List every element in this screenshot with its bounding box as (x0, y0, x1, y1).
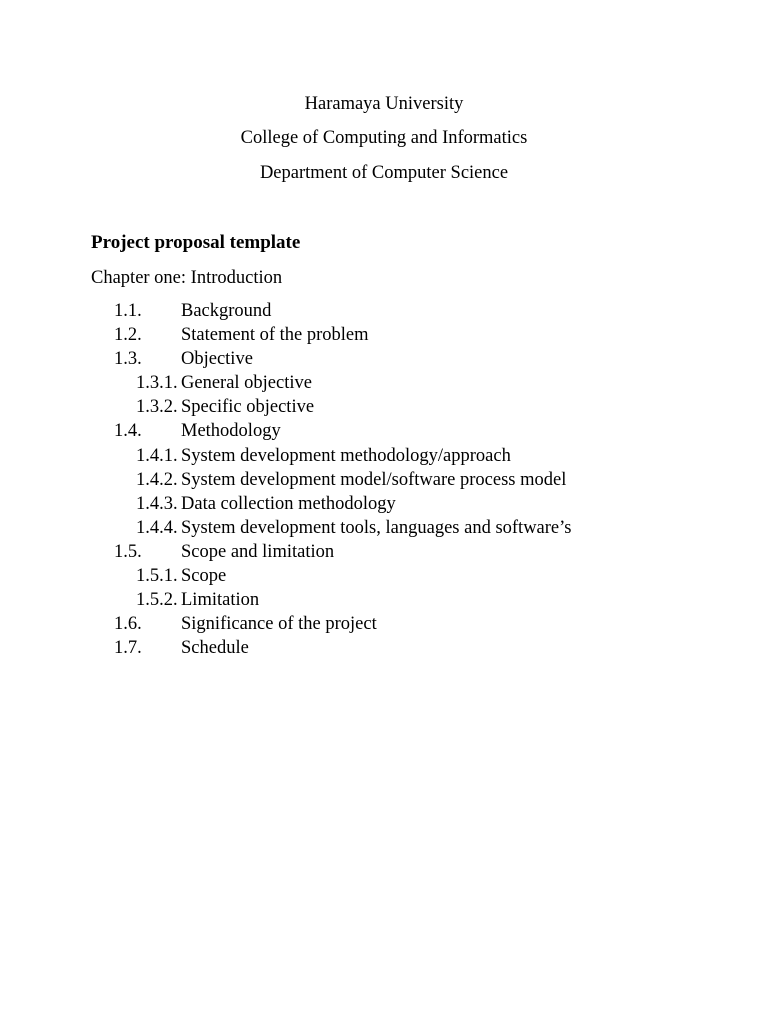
university-name: Haramaya University (304, 94, 464, 114)
outline-item-number: 1.5.2. (136, 590, 178, 611)
outline-item (0, 468, 768, 492)
outline-item-text: System development model/software process model (181, 469, 567, 490)
outline-item-number: 1.3. (114, 349, 142, 370)
outline-item-text: System development tools, languages and software’s (181, 517, 572, 538)
document-title: Project proposal template (91, 232, 301, 253)
outline-item (0, 564, 768, 588)
outline-item-number: 1.6. (114, 614, 142, 635)
outline-item (0, 636, 768, 660)
outline-item (0, 444, 768, 468)
outline-item (0, 347, 768, 371)
section-outline (0, 299, 768, 660)
college-name: College of Computing and Informatics (240, 128, 528, 148)
outline-item-number: 1.4.1. (136, 445, 178, 466)
outline-item-text: Scope and limitation (181, 541, 335, 562)
outline-item (0, 516, 768, 540)
outline-item-text: Specific objective (181, 397, 315, 418)
outline-item-text: Statement of the problem (181, 325, 369, 346)
outline-item-number: 1.1. (114, 301, 142, 321)
outline-item-number: 1.2. (114, 325, 142, 346)
outline-item-number: 1.4.2. (136, 469, 178, 490)
outline-item-text: Scope (181, 566, 227, 587)
outline-item-number: 1.5. (114, 541, 142, 562)
outline-item-text: Data collection methodology (181, 493, 396, 514)
outline-item (0, 371, 768, 395)
outline-item-number: 1.4.4. (136, 517, 178, 538)
outline-item (0, 492, 768, 516)
outline-item-number: 1.5.1. (136, 566, 178, 587)
outline-item-number: 1.3.2. (136, 397, 178, 418)
outline-item-text: System development methodology/approach (181, 445, 511, 466)
outline-item-text: Schedule (181, 638, 249, 659)
outline-item-number: 1.3.1. (136, 373, 178, 394)
outline-item (0, 612, 768, 636)
outline-item-text: Objective (181, 349, 253, 370)
outline-item-number: 1.4.3. (136, 493, 178, 514)
outline-item-text: Limitation (181, 590, 260, 611)
outline-item (0, 419, 768, 443)
outline-item (0, 299, 768, 323)
outline-item-text: General objective (181, 373, 312, 394)
outline-item-number: 1.4. (114, 421, 142, 442)
outline-item-text: Significance of the project (181, 614, 377, 635)
outline-item-text: Methodology (181, 421, 281, 442)
outline-item-number: 1.7. (114, 638, 142, 659)
outline-item-text: Background (181, 301, 272, 321)
outline-item (0, 588, 768, 612)
department-name: Department of Computer Science (259, 163, 509, 183)
outline-item (0, 323, 768, 347)
outline-item (0, 540, 768, 564)
chapter-heading: Chapter one: Introduction (91, 268, 283, 288)
outline-item (0, 395, 768, 419)
